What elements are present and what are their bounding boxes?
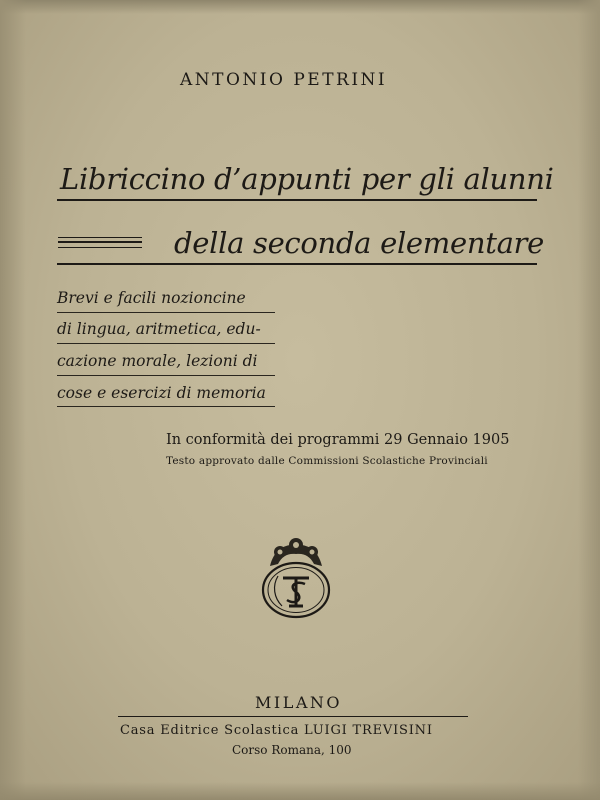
publication-city: MILANO [255, 693, 342, 712]
conformity-note: In conformità dei programmi 29 Gennaio 1905 [166, 432, 510, 448]
edge-stain-right [578, 0, 600, 800]
subtitle-line-4: cose e esercizi di memoria [57, 384, 266, 402]
subtitle-rule-2 [57, 343, 275, 344]
title-line-2: della seconda elementare [174, 226, 544, 260]
ornamental-dash [58, 237, 142, 248]
publisher-rule [118, 716, 468, 717]
publisher-address: Corso Romana, 100 [232, 743, 352, 757]
subtitle-rule-3 [57, 375, 275, 376]
title-underline-1 [57, 199, 537, 201]
publisher-name: Casa Editrice Scolastica LUIGI TREVISINI [120, 723, 433, 738]
subtitle-line-2: di lingua, aritmetica, edu- [57, 320, 261, 338]
title-underline-2 [57, 263, 537, 265]
edge-stain-left [0, 0, 26, 800]
approval-note: Testo approvato dalle Commissioni Scolastiche Provinciali [166, 455, 488, 467]
publisher-monogram-icon [258, 536, 334, 620]
edge-stain-top [0, 0, 600, 14]
subtitle-rule-4 [57, 406, 275, 407]
subtitle-line-1: Brevi e facili nozioncine [57, 289, 246, 307]
subtitle-rule-1 [57, 312, 275, 313]
author-name: ANTONIO PETRINI [180, 70, 388, 90]
subtitle-line-3: cazione morale, lezioni di [57, 352, 258, 370]
title-line-1: Libriccino d’appunti per gli alunni [60, 162, 554, 196]
edge-stain-bottom [0, 782, 600, 800]
